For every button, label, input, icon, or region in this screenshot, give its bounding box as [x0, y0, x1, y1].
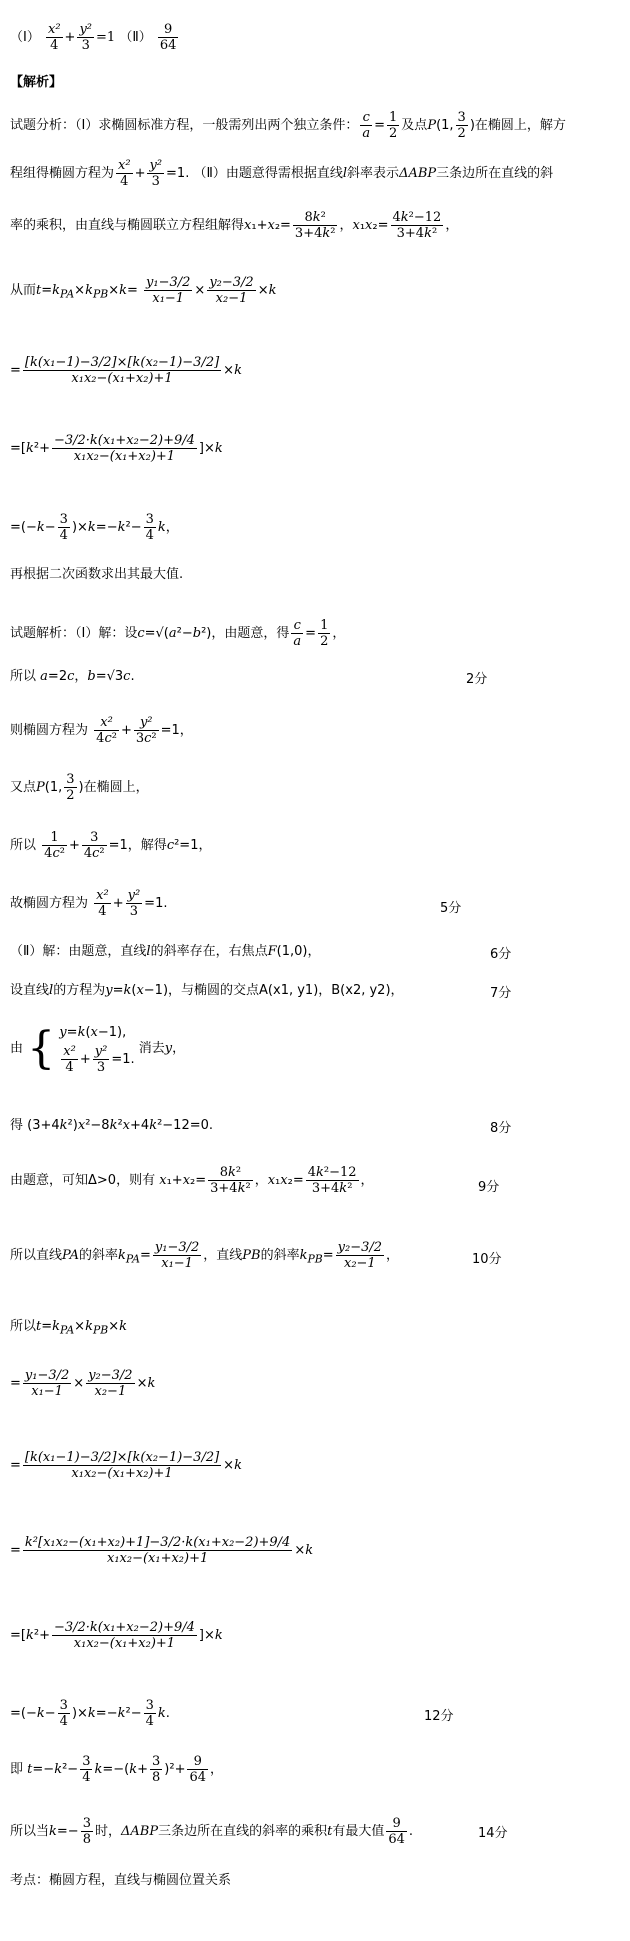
solution-line-12: 所以直线PA的斜率$k_{PA}=$ $\frac{\text{y₁−3/2}}{\text{x₁−1}}$ ，直线PB的斜率$k_{PB}=$ $\frac{\text{y₂−3/2}}{\text{x₂−1}}$ ， — [10, 1240, 400, 1271]
solution-line-19: 即 t=−k²− $\frac{3}{4}$ k=−(k+ $\frac{3}{8}$ )²+ $\frac{9}{64}$ ， — [10, 1754, 224, 1785]
score-12: 12分 — [424, 1709, 454, 1724]
solution-line-17: =[k²+ $\frac{\text{−3/2·k(x₁+x₂−2)+9/4}}{\text{x₁x₂−(x₁+x₂)+1}}$ ]×k — [10, 1620, 223, 1651]
analysis-heading: 【解析】 — [10, 75, 63, 90]
solution-line-16: = $\frac{\text{k²[x₁x₂−(x₁+x₂)+1]−3/2·k(x₁+x₂−2)+9/4}}{\text{x₁x₂−(x₁+x₂)+1}}$ ×k — [10, 1535, 314, 1566]
score-5: 5分 — [440, 901, 462, 916]
solution-line-2: 所以 a=2c，b=√3c. — [10, 669, 135, 684]
analysis-line-7: =(−k− $\frac{3}{4}$ )×k=−k²− $\frac{3}{4}$ k， — [10, 512, 179, 543]
score-6: 6分 — [490, 947, 512, 962]
solution-line-1: 试题解析：（Ⅰ）解：设c=√(a²−b²)，由题意，得 $\frac{c}{a}$ = $\frac{1}{2}$ ， — [10, 618, 346, 649]
answer-line: （Ⅰ） $\frac{\text{x²}}{4}$ + $\frac{\text{y²}}{3}$ =1 （Ⅱ） $\frac{9}{64}$ — [10, 22, 177, 53]
solution-line-5: 所以 $\frac{1}{\text{4c²}}$ + $\frac{3}{\text{4c²}}$ =1，解得c²=1， — [10, 830, 212, 861]
solution-line-8: 设直线l的方程为y=k(x−1)，与椭圆的交点A(x1, y1)，B(x2, y2)， — [10, 983, 404, 998]
analysis-line-2: 程组得椭圆方程为 $\frac{\text{x²}}{4}$ + $\frac{\text{y²}}{3}$ =1. （Ⅱ）由题意得需根据直线l斜率表示ΔABP三条边所在直线的斜 — [10, 158, 554, 189]
solution-line-15: = $\frac{\text{[k(x₁−1)−3/2]×[k(x₂−1)−3/2]}}{\text{x₁x₂−(x₁+x₂)+1}}$ ×k — [10, 1450, 242, 1481]
analysis-final: 再根据二次函数求出其最大值. — [10, 567, 184, 582]
solution-system: 由 { y=k(x−1), $\frac{\text{x²}}{4}$ + $\frac{\text{y²}}{3}$ =1. 消去y， — [10, 1022, 186, 1075]
score-10: 10分 — [472, 1252, 502, 1267]
analysis-line-6: =[k²+ $\frac{\text{−3/2·k(x₁+x₂−2)+9/4}}{\text{x₁x₂−(x₁+x₂)+1}}$ ]×k — [10, 433, 223, 464]
analysis-line-1: 试题分析：（Ⅰ）求椭圆标准方程，一般需列出两个独立条件： $\frac{c}{a}$ = $\frac{1}{2}$ 及点P(1, $\frac{3}{2}$ )在椭圆上，解方 — [10, 110, 566, 141]
solution-line-13: 所以$t=k_{PA}\times k_{PB}\times k$ — [10, 1319, 128, 1337]
solution-line-11: 由题意，可知Δ>0，则有 x₁+x₂= $\frac{\text{8k²}}{\text{3+4k²}}$ ，x₁x₂= $\frac{\text{4k²−12}}{\text{3+4k²}}$ ， — [10, 1165, 374, 1196]
solution-line-10: 得 (3+4k²)x²−8k²x+4k²−12=0. — [10, 1118, 214, 1133]
analysis-line-4: 从而$t=k_{PA}\times k_{PB}\times k=$ $\frac{\text{y₁−3/2}}{\text{x₁−1}}$ × $\frac{\text{y₂−3/2}}{\text{x₂−1}}$ ×k — [10, 275, 277, 306]
solution-line-4: 又点P(1, $\frac{3}{2}$ )在椭圆上， — [10, 772, 149, 803]
analysis-line-3: 率的乘积，由直线与椭圆联立方程组解得x₁+x₂= $\frac{\text{8k²}}{\text{3+4k²}}$ ，x₁x₂= $\frac{\text{4k²−12}}{\text{3+4k²}}$ ， — [10, 210, 459, 241]
score-9: 9分 — [478, 1180, 500, 1195]
solution-line-7: （Ⅱ）解：由题意，直线l的斜率存在，右焦点F(1,0)， — [10, 944, 321, 959]
solution-line-3: 则椭圆方程为 $\frac{\text{x²}}{\text{4c²}}$ + $\frac{\text{y²}}{\text{3c²}}$ =1， — [10, 715, 193, 746]
analysis-line-5: = $\frac{\text{[k(x₁−1)−3/2]×[k(x₂−1)−3/2]}}{\text{x₁x₂−(x₁+x₂)+1}}$ ×k — [10, 355, 242, 386]
solution-line-6: 故椭圆方程为 $\frac{\text{x²}}{4}$ + $\frac{\text{y²}}{3}$ =1. — [10, 888, 168, 919]
solution-line-14: = $\frac{\text{y₁−3/2}}{\text{x₁−1}}$ × $\frac{\text{y₂−3/2}}{\text{x₂−1}}$ ×k — [10, 1368, 156, 1399]
score-14: 14分 — [478, 1826, 508, 1841]
solution-line-20: 所以当k=− $\frac{3}{8}$ 时，ΔABP三条边所在直线的斜率的乘积t有最大值 $\frac{9}{64}$ . — [10, 1816, 414, 1847]
kaodian: 考点：椭圆方程，直线与椭圆位置关系 — [10, 1873, 232, 1888]
score-7: 7分 — [490, 986, 512, 1001]
score-8: 8分 — [490, 1121, 512, 1136]
solution-line-18: =(−k− $\frac{3}{4}$ )×k=−k²− $\frac{3}{4}$ k. — [10, 1698, 170, 1729]
score-2: 2分 — [466, 672, 488, 687]
